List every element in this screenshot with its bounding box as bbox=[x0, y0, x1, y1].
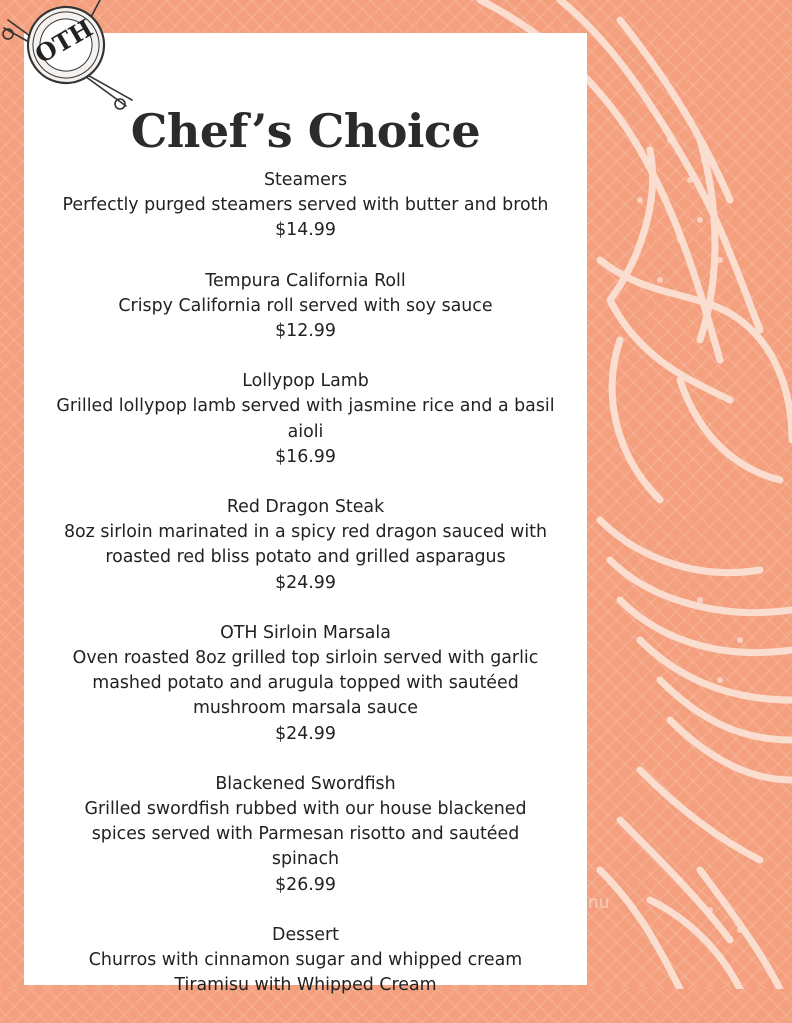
menu-item-description-line: roasted red bliss potato and grilled asparagus bbox=[105, 547, 506, 568]
menu-item-price: $26.99 bbox=[275, 874, 336, 895]
menu-item-description-line: Churros with cinnamon sugar and whipped cream bbox=[88, 950, 523, 971]
menu-item-description-line: aioli bbox=[287, 421, 324, 442]
menu-card bbox=[24, 33, 587, 996]
menu-item-description: Perfectly purged steamers served with butter and broth bbox=[62, 195, 549, 216]
menu-item-blackened-swordfish bbox=[24, 772, 587, 898]
logo-text: OTH bbox=[29, 13, 98, 70]
menu-item-description-line: spices served with Parmesan risotto and sautéed bbox=[91, 824, 520, 845]
menu-item-description-line: Grilled swordfish rubbed with our house blackened bbox=[84, 799, 527, 820]
menu-item-description: Crispy California roll served with soy sauce bbox=[118, 295, 493, 316]
menu-item-oth-sirloin-marsala bbox=[24, 621, 587, 747]
menu-item-tempura-california-roll bbox=[24, 269, 587, 345]
menu-item-description-line: spinach bbox=[271, 849, 340, 870]
menu-item-description-line: Oven roasted 8oz grilled top sirloin served with garlic bbox=[72, 648, 539, 669]
menu-item-name: Lollypop Lamb bbox=[242, 371, 369, 392]
menu-item-description-line: mashed potato and arugula topped with sautéed bbox=[92, 673, 519, 694]
menu-item-name: Red Dragon Steak bbox=[226, 497, 385, 518]
menu-item-name: OTH Sirloin Marsala bbox=[220, 622, 391, 643]
menu-item-description-line: Grilled lollypop lamb served with jasmine rice and a basil bbox=[56, 396, 555, 417]
menu-title: Chef’s Choice bbox=[130, 104, 481, 158]
menu-item-price: $12.99 bbox=[275, 321, 336, 342]
menu-item-price: $24.99 bbox=[275, 723, 336, 744]
menu-item-red-dragon-steak bbox=[24, 495, 587, 596]
menu-item-description-line: 8oz sirloin marinated in a spicy red dragon sauced with bbox=[63, 522, 548, 543]
menu-item-name: Tempura California Roll bbox=[205, 270, 406, 291]
menu-item-name: Blackened Swordfish bbox=[215, 773, 396, 794]
menu-item-description-line: mushroom marsala sauce bbox=[192, 698, 419, 719]
menu-item-name: Steamers bbox=[263, 170, 348, 190]
menu-item-dessert bbox=[24, 923, 587, 999]
menu-list bbox=[24, 168, 587, 1023]
menu-item-price: $24.99 bbox=[275, 572, 336, 593]
menu-item-steamers bbox=[24, 168, 587, 244]
menu-item-price: $16.99 bbox=[275, 446, 336, 467]
menu-item-lollypop-lamb bbox=[24, 369, 587, 470]
menu-item-name: Dessert bbox=[272, 924, 339, 945]
menu-item-description-line: Tiramisu with Whipped Cream bbox=[174, 975, 437, 996]
menu-item-price: $14.99 bbox=[275, 220, 336, 241]
watermark: menu bbox=[561, 893, 610, 913]
oth-logo bbox=[0, 0, 135, 110]
